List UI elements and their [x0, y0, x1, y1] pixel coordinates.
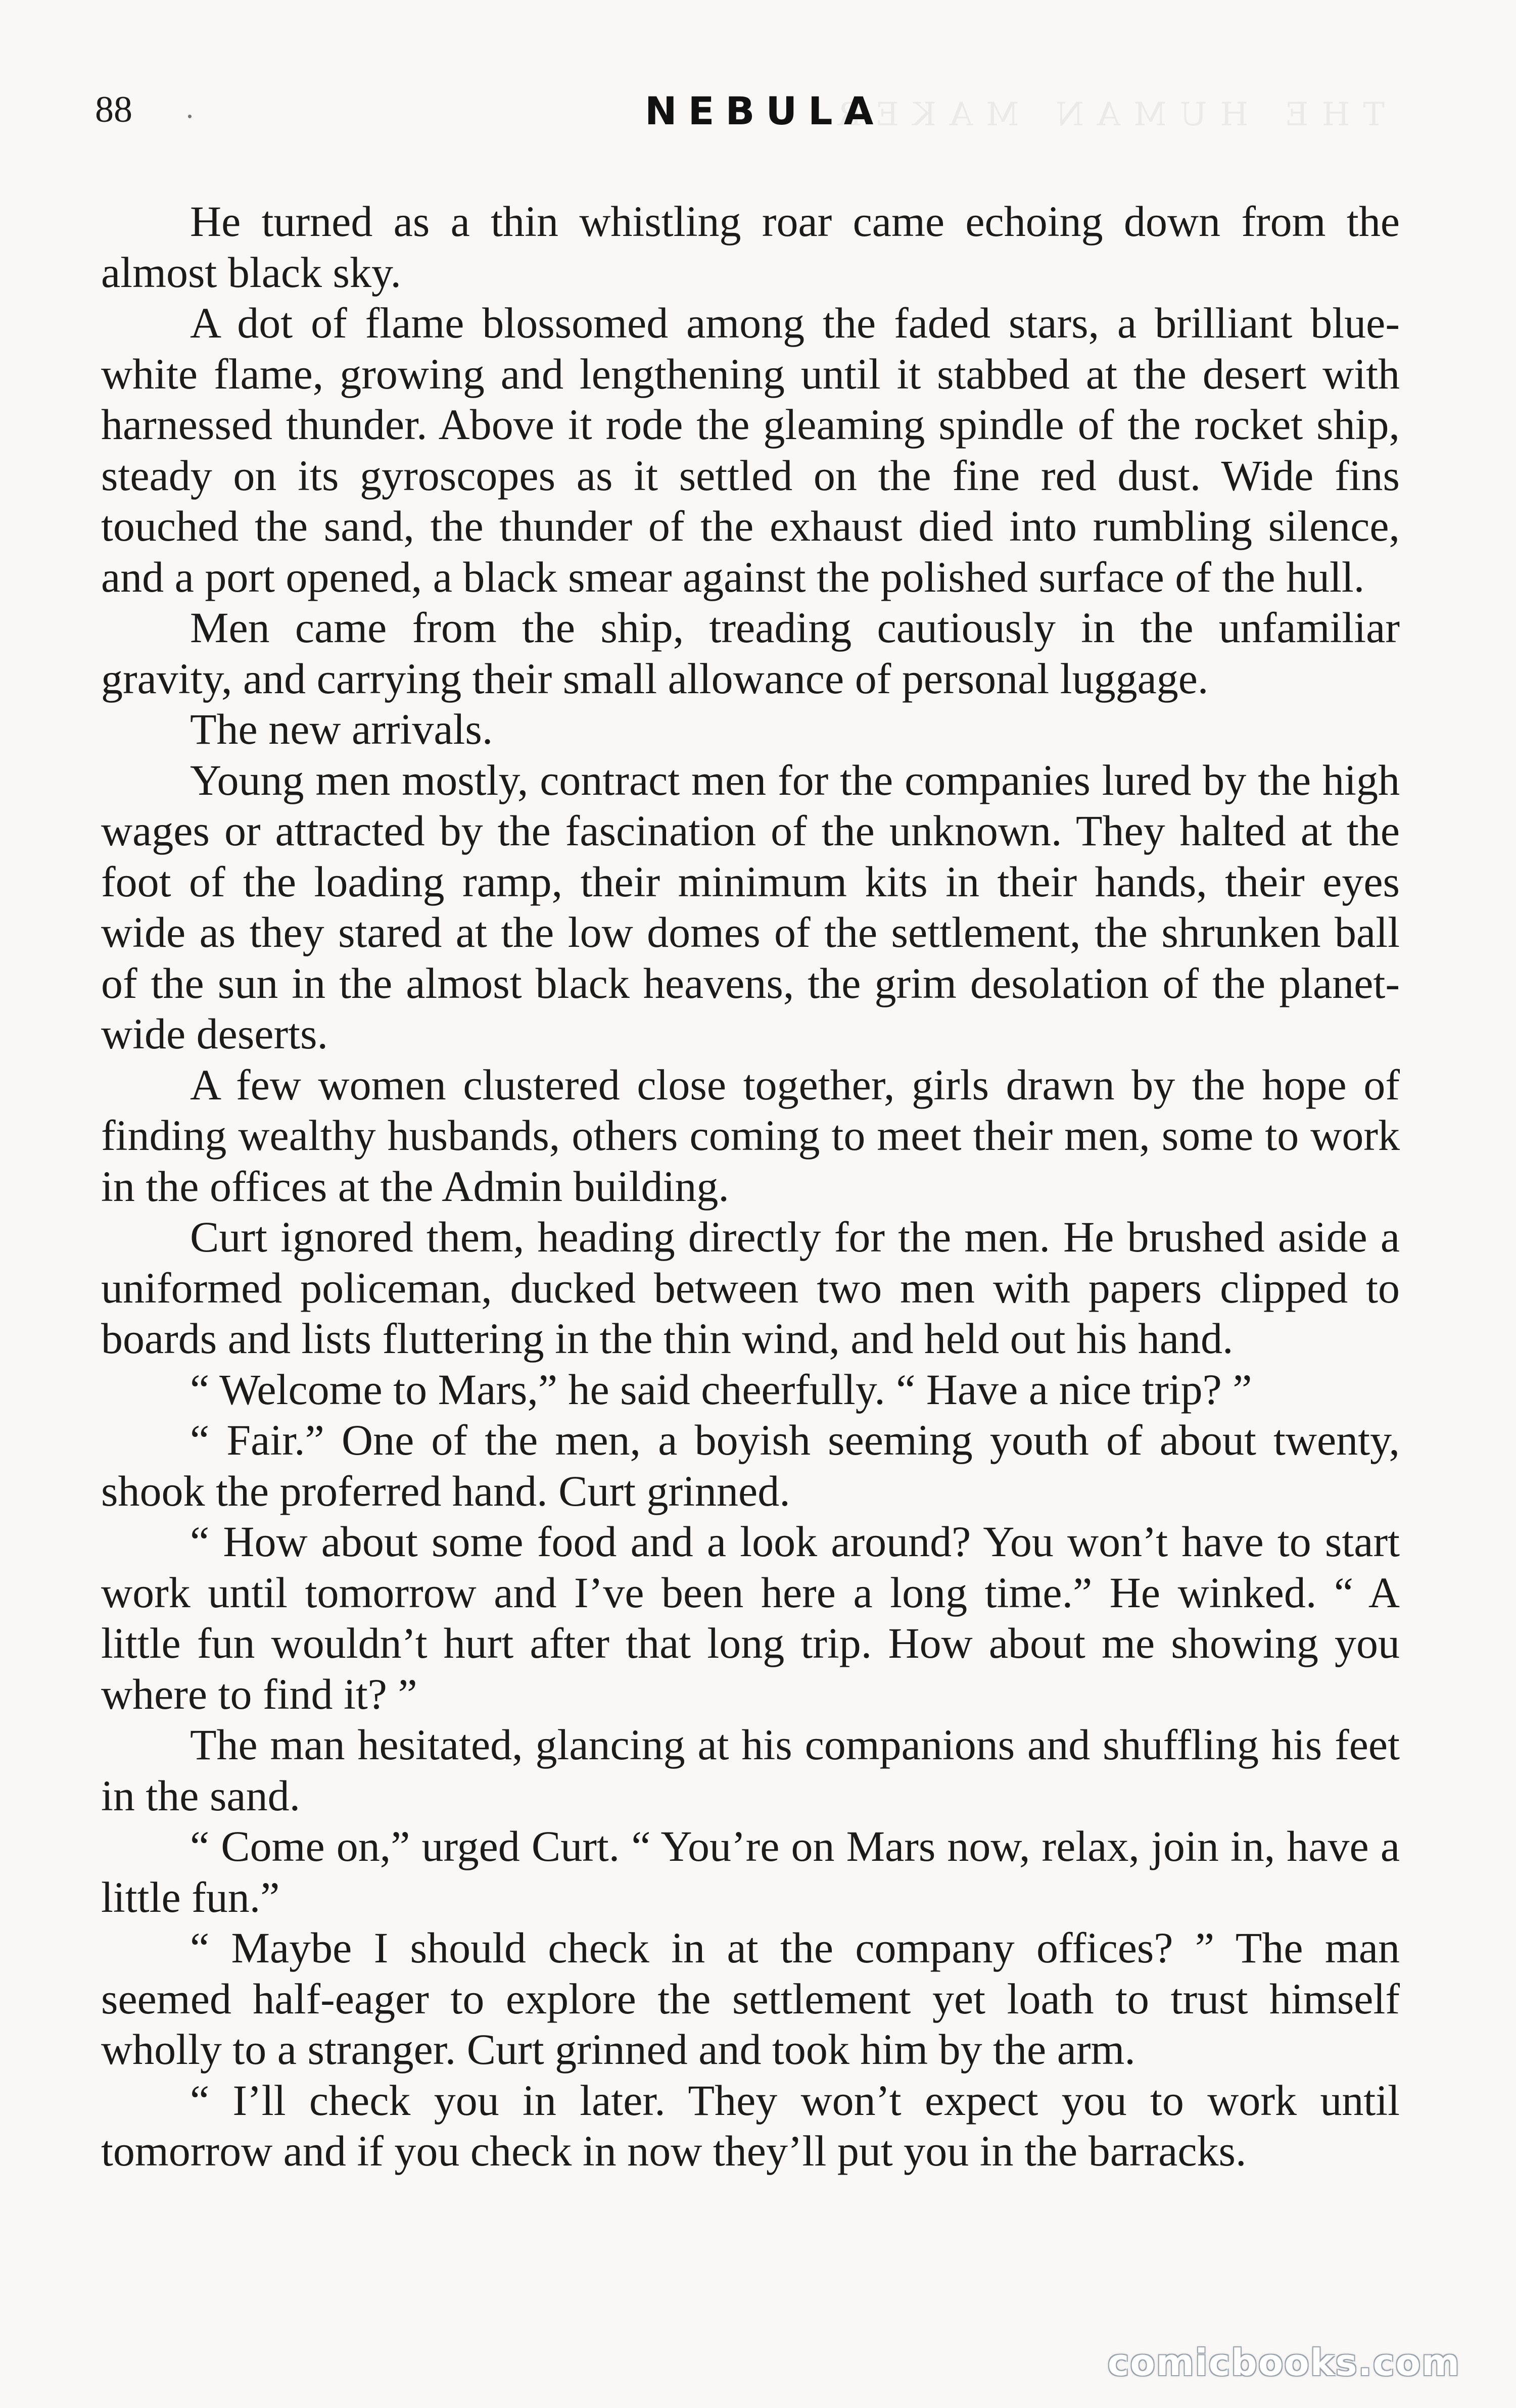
reverse-page-show-through: THE HUMAN MAKER [825, 96, 1385, 133]
page-number-dot: . [186, 91, 194, 124]
running-title: NEBULA [645, 88, 885, 133]
paragraph: Curt ignored them, heading directly for the men. He brushed aside a uniformed policeman, ducked between two men with papers clipped to boards and lists fluttering in the thin wind, and held out his hand. [101, 1213, 1400, 1363]
paragraph: He turned as a thin whistling roar came echoing down from the almost black sky. [101, 197, 1400, 297]
paragraph: Men came from the ship, treading cautiously in the unfamiliar gravity, and carrying their small allowance of personal luggage. [101, 603, 1400, 703]
body-text [101, 196, 1400, 2177]
paragraph: “ How about some food and a look around? You won’t have to start work until tomorrow and I’ve been here a long time.” He winked. “ A little fun wouldn’t hurt after that long trip. How about me showing you where to find it? ” [101, 1517, 1400, 1718]
page-header [95, 88, 1399, 144]
paragraph: “ Fair.” One of the men, a boyish seeming youth of about twenty, shook the proferred hand. Curt grinned. [101, 1416, 1400, 1515]
paragraph: The new arrivals. [190, 705, 493, 753]
paragraph: A dot of flame blossomed among the faded stars, a brilliant blue-white flame, growing and lengthening until it stabbed at the desert with harnessed thunder. Above it rode the gleaming spindle of the rocket ship, steady on its gyroscopes as it settled on the fine red dust. Wide fins touched the sand, the thunder of the exhaust died into rumbling silence, and a port opened, a black smear against the polished surface of the hull. [101, 299, 1400, 601]
paragraph: A few women clustered close together, girls drawn by the hope of finding wealthy husbands, others coming to meet their men, some to work in the offices at the Admin building. [101, 1060, 1400, 1211]
paragraph: The man hesitated, glancing at his companions and shuffling his feet in the sand. [101, 1720, 1400, 1820]
site-watermark: comicbooks.com [1107, 2341, 1460, 2384]
paragraph: “ Come on,” urged Curt. “ You’re on Mars now, relax, join in, have a little fun.” [101, 1822, 1400, 1921]
page-number: 88 [95, 89, 132, 130]
paragraph: “ Welcome to Mars,” he said cheerfully. “ Have a nice trip? ” [190, 1365, 1252, 1414]
paragraph: “ I’ll check you in later. They won’t expect you to work until tomorrow and if you check in now they’ll put you in the barracks. [101, 2076, 1400, 2175]
paragraph: “ Maybe I should check in at the company offices? ” The man seemed half-eager to explore the settlement yet loath to trust himself wholly to a stranger. Curt grinned and took him by the arm. [101, 1923, 1400, 2074]
paragraph: Young men mostly, contract men for the companies lured by the high wages or attracted by the fascination of the unknown. They halted at the foot of the loading ramp, their minimum kits in their hands, their eyes wide as they stared at the low domes of the settlement, the shrunken ball of the sun in the almost black heavens, the grim desolation of the planet-wide deserts. [101, 755, 1400, 1058]
